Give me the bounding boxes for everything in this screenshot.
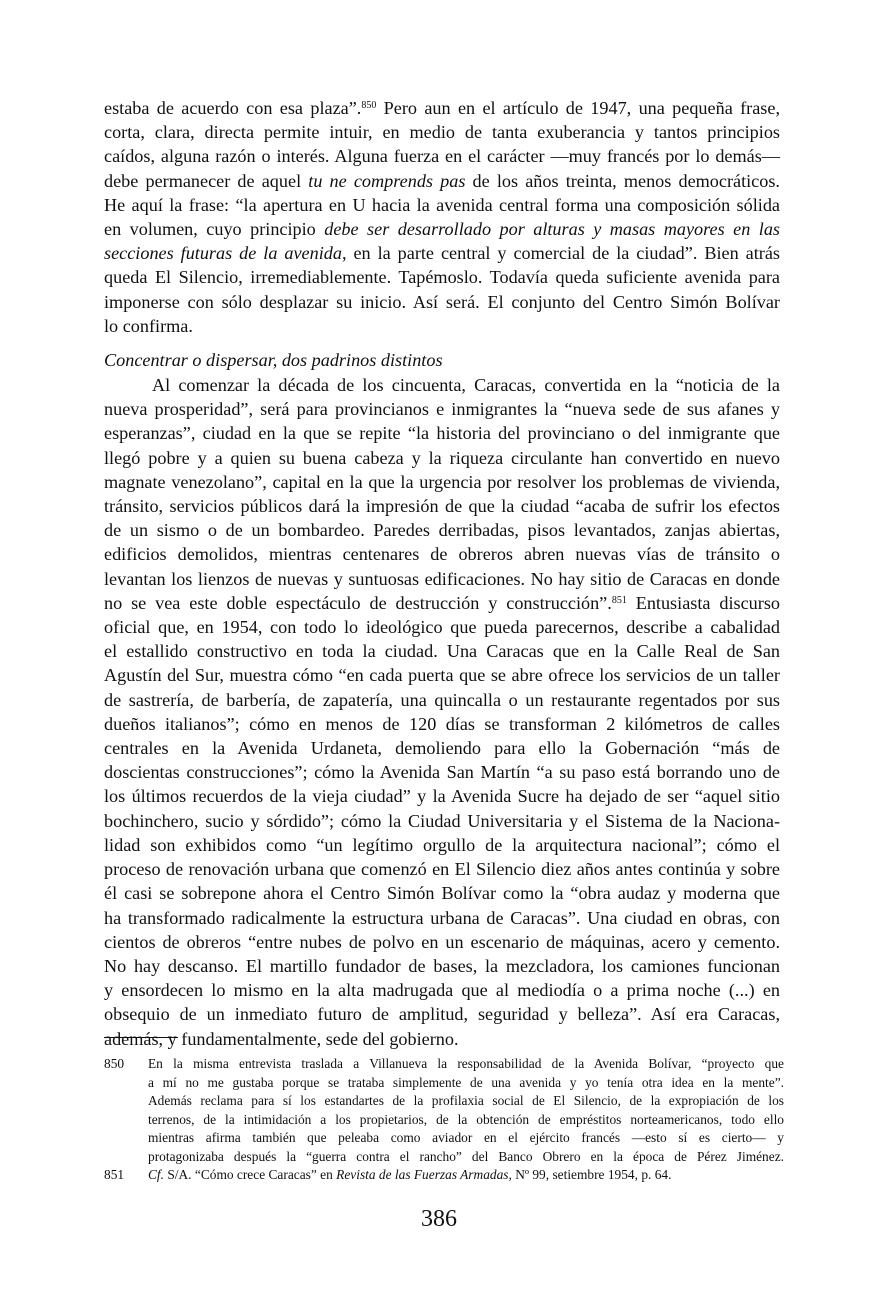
page-body [104, 96, 780, 1051]
text-line: He aquí la frase: “la apertura en U hacia la avenida central forma una composición sólida [104, 194, 780, 215]
text-line: esperanzas”, ciudad en la que se repite “la historia del provinciano o del inmigrante que [104, 423, 780, 444]
footnote-line: mientras afirma también que peleaba como aviador en el ejército francés —esto sí es cierto— y [148, 1130, 784, 1145]
italic-phrase: tu ne comprends pas [308, 170, 466, 191]
footnote-line: terrenos, de la intimidación a los propietarios, de la obtención de empréstitos norteamericanos, todo ello [148, 1111, 784, 1127]
footnote-line: protagonizaba después la “guerra contra el rancho” del Banco Obrero en la época de Pérez Jiménez. [148, 1148, 784, 1164]
paragraph-2 [104, 373, 780, 1051]
text-line: secciones futuras de la avenida, en la parte central y comercial de la ciudad”. Bien atrás [104, 243, 780, 264]
footnote-text: Cf. S/A. “Cómo crece Caracas” en Revista de las Fuerzas Armadas, Nº 99, setiembre 1954, p. 64. [148, 1167, 672, 1182]
page-number: 386 [421, 1206, 457, 1232]
text-line: no se vea este doble espectáculo de destrucción y construcción”.$^{851}$ Entusiasta discurso [104, 592, 780, 613]
text-line: dueños italianos”; cómo en menos de 120 días se transforman 2 kilómetros de calles [104, 713, 780, 734]
italic-phrase: debe ser desarrollado por alturas y masas mayores en las [324, 219, 780, 240]
footnote-line: Además reclama para sí los estandartes de la profilaxia social de El Silencio, de la expropiación de los [148, 1093, 784, 1108]
text-line: él casi se sobrepone ahora el Centro Simón Bolívar como la “obra audaz y moderna que [104, 883, 780, 904]
text-line: caídos, alguna razón o interés. Alguna fuerza en el carácter —muy francés por lo demás— [104, 146, 780, 167]
footnote-ref-850[interactable]: 850 [361, 100, 377, 111]
text-line: oficial que, en 1954, con todo lo ideológico que pueda parecernos, describe a cabalidad [104, 617, 780, 638]
text-line: edificios demolidos, mientras centenares de obreros abren nuevas vías de tránsito o [104, 544, 780, 565]
text-line: queda El Silencio, irremediablemente. Tapémoslo. Todavía queda suficiente avenida para [104, 267, 780, 288]
text-line: estaba de acuerdo con esa plaza”.$^{850}$ Pero aun en el artículo de 1947, una pequeña frase, [104, 98, 780, 118]
text-line: Al comenzar la década de los cincuenta, Caracas, convertida en la “noticia de la [152, 375, 780, 396]
text-line: lo confirma. [104, 315, 193, 336]
footnote-851 [104, 1166, 784, 1185]
footnote-number: 850 [104, 1056, 125, 1071]
text-line: magnate venezolano”, capital en la que la urgencia por resolver los problemas de vivienda, [104, 471, 780, 492]
text-line: en volumen, cuyo principio debe ser desarrollado por alturas y masas mayores en las [104, 219, 780, 240]
text-line: nueva prosperidad”, será para provincianos e inmigrantes la “nueva sede de sus afanes y [104, 399, 780, 420]
footnote-850 [104, 1055, 784, 1166]
text-line: y ensordecen lo mismo en la alta madrugada que al mediodía o a prima noche (...) en [104, 980, 780, 1001]
text-line: el estallido constructivo en toda la ciudad. Una Caracas que en la Calle Real de San [104, 641, 780, 662]
text-line: llegó pobre y a quien su buena cabeza y la riqueza circulante han convertido en nuevo [104, 447, 780, 468]
text-line: levantan los lienzos de nuevas y suntuosas edificaciones. No hay sitio de Caracas en donde [104, 568, 780, 589]
footnote-divider [104, 1037, 178, 1038]
footnote-ref-851[interactable]: 851 [611, 594, 627, 606]
text-line: No hay descanso. El martillo fundador de bases, la mezcladora, los camiones funcionan [104, 955, 780, 976]
text-line: los últimos recuerdos de la vieja ciudad” y la Avenida Sucre ha dejado de ser “aquel sitio [104, 786, 780, 807]
text-line: doscientas construcciones”; cómo la Avenida San Martín “a su paso está borrando uno de [104, 762, 780, 783]
italic-phrase: secciones futuras de la avenida [104, 243, 342, 264]
footnote-line: En la misma entrevista traslada a Villanueva la responsabilidad de la Avenida Bolívar, “proyecto que [148, 1056, 784, 1071]
footnote-line: a mí no me gustaba porque se trataba simplemente de una avenida y yo tenía otra idea en la mente”. [148, 1074, 784, 1090]
text-line: imponerse con sólo desplazar su inicio. Así será. El conjunto del Centro Simón Bolívar [104, 291, 780, 312]
text-line: lidad son exhibidos como “un legítimo orgullo de la arquitectura nacional”; cómo el [104, 834, 780, 855]
text-line: centrales en la Avenida Urdaneta, demoliendo para ello la Gobernación “más de [104, 738, 780, 759]
footnote-number: 851 [104, 1167, 125, 1182]
text-line: proceso de renovación urbana que comenzó en El Silencio diez años antes continúa y sobre [104, 859, 780, 880]
text-line: corta, clara, directa permite intuir, en medio de tanta exuberancia y tantos principios [104, 122, 780, 143]
text-line: de un sismo o de un bombardeo. Paredes derribadas, pisos levantados, zanjas abiertas, [104, 520, 780, 541]
text-line: tránsito, servicios públicos dará la impresión de que la ciudad “acaba de sufrir los efectos [104, 496, 780, 517]
text-line: debe permanecer de aquel tu ne comprends pas de los años treinta, menos democráticos. [104, 170, 780, 191]
footnotes [104, 1055, 784, 1185]
journal-title: Revista de las Fuerzas Armadas, [336, 1167, 512, 1182]
text-line: de sastrería, de barbería, de zapatería, una quincalla o un restaurante regentados por sus [104, 689, 780, 710]
section-heading: Concentrar o dispersar, dos padrinos distintos [104, 350, 443, 371]
text-line: obsequio de un inmediato futuro de amplitud, seguridad y belleza”. Así era Caracas, [104, 1004, 780, 1025]
paragraph-1 [104, 96, 780, 338]
text-line: además, y fundamentalmente, sede del gobierno. [104, 1028, 459, 1049]
footnote-text [148, 1055, 784, 1166]
text-line: ha transformado radicalmente la estructura urbana de Caracas”. Una ciudad en obras, con [104, 907, 780, 928]
text-line: Agustín del Sur, muestra cómo “en cada puerta que se abre ofrece los servicios de un taller [104, 665, 780, 686]
text-line: cientos de obreros “entre nubes de polvo en un escenario de máquinas, acero y cemento. [104, 931, 780, 952]
text-line: bochinchero, sucio y sórdido”; cómo la Ciudad Universitaria y el Sistema de la Naciona- [104, 810, 780, 831]
